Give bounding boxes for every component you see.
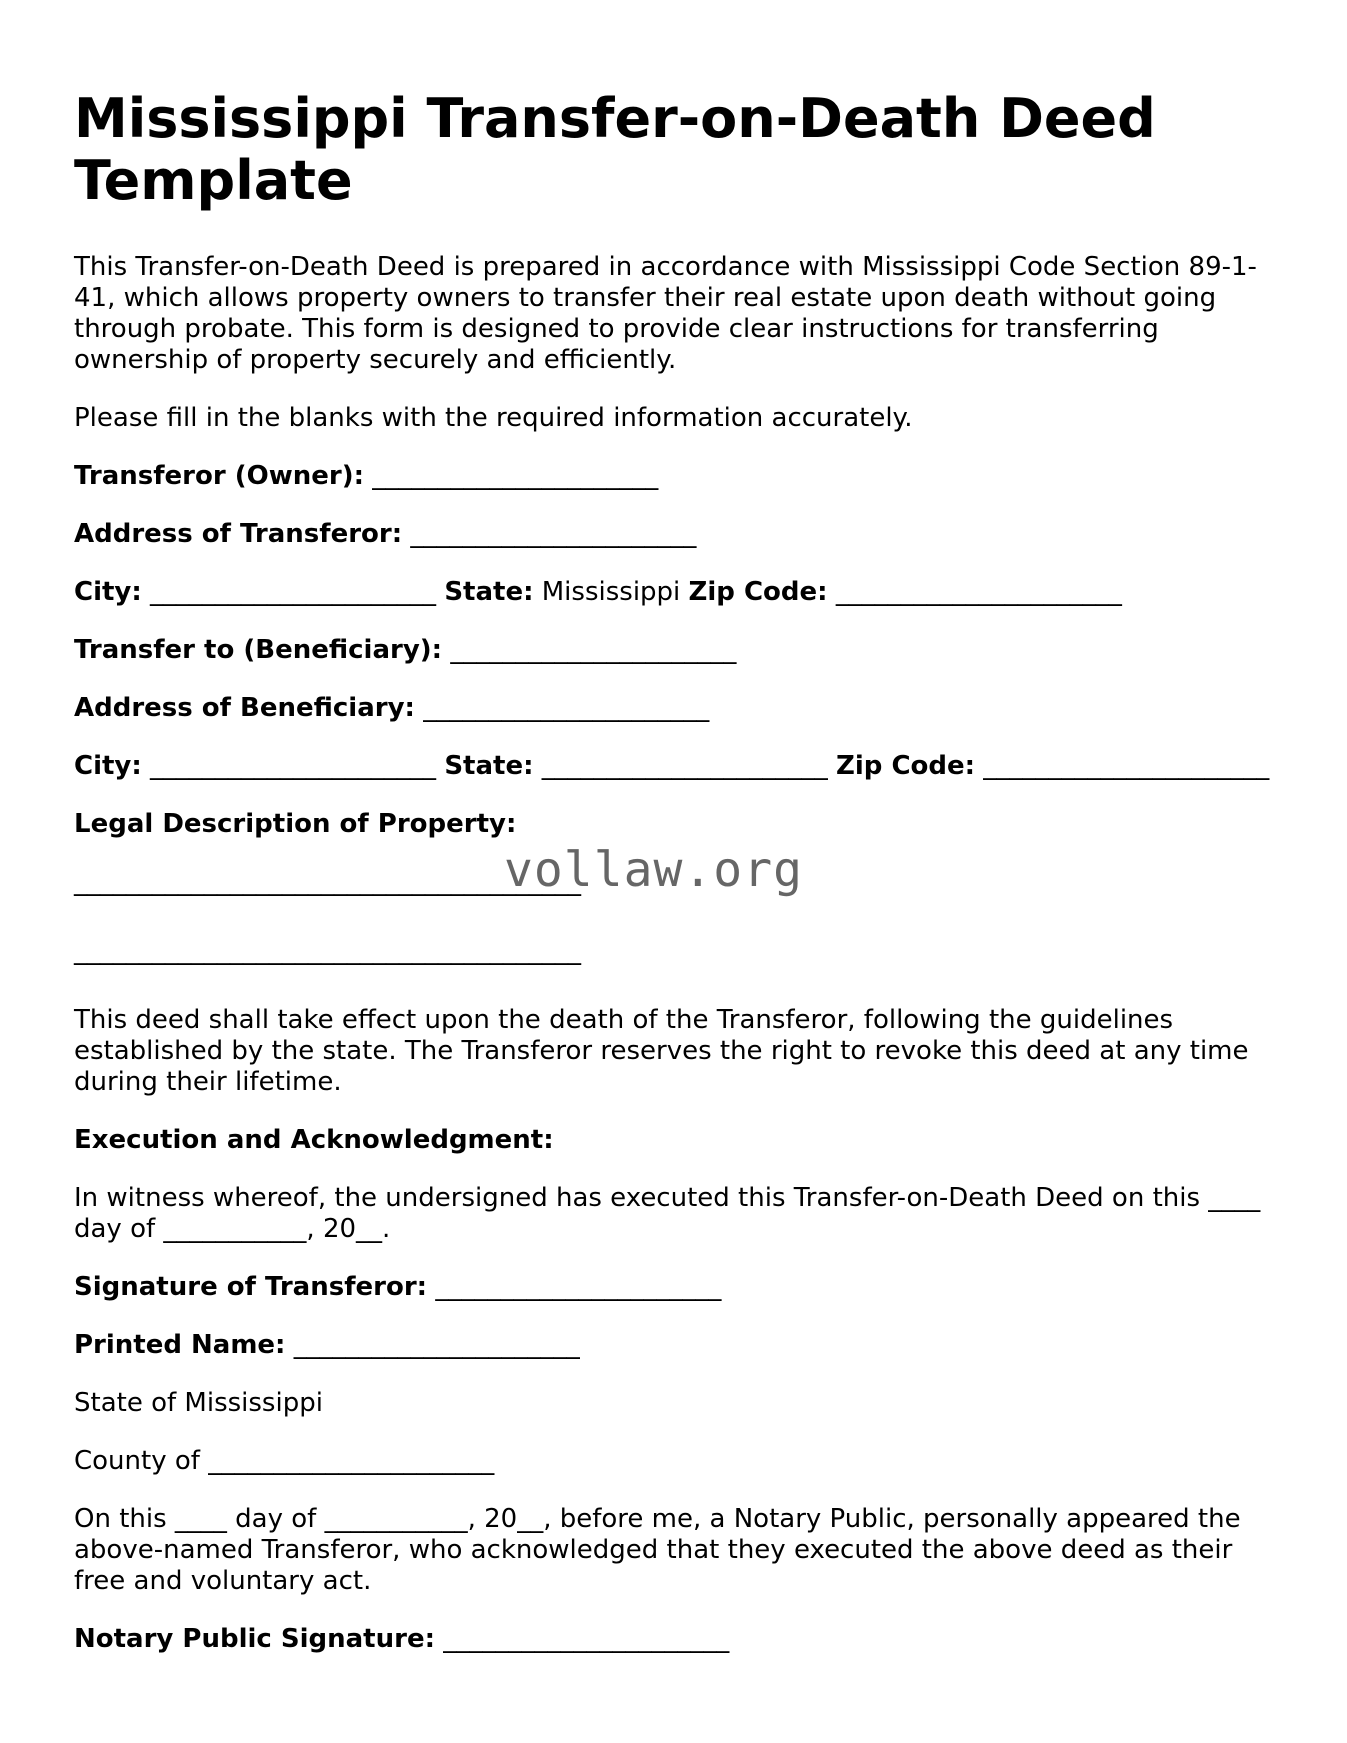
execution-heading-line: [74, 1125, 1274, 1156]
beneficiary-city-label: City:: [74, 751, 142, 781]
transferor-city-blank: ______________________: [150, 577, 437, 607]
transferor-zip-blank: ______________________: [835, 577, 1122, 607]
transferor-zip-label: Zip Code:: [688, 577, 828, 607]
transferor-state-label: State:: [444, 577, 534, 607]
transferor-address-blank: ______________________: [410, 519, 697, 549]
effect-paragraph: This deed shall take effect upon the death of the Transferor, following the guidelines established by the state. The Transferor reserves the right to revoke this deed at any time during their lifetime.: [74, 1005, 1249, 1097]
watermark: vollaw.org: [504, 842, 803, 898]
signature-line: [74, 1272, 1274, 1303]
legal-description-line: [74, 809, 1274, 840]
execution-heading: Execution and Acknowledgment:: [74, 1125, 554, 1155]
state-of-text: State of Mississippi: [74, 1388, 323, 1418]
beneficiary-name-label: Transfer to (Beneficiary):: [74, 635, 443, 665]
witness-paragraph: In witness whereof, the undersigned has executed this Transfer-on-Death Deed on this ____ day of ___________, 20__.: [74, 1183, 1261, 1244]
county-blank: ______________________: [208, 1446, 495, 1476]
beneficiary-zip-blank: ______________________: [983, 751, 1270, 781]
beneficiary-address-blank: ______________________: [423, 693, 710, 723]
notary-paragraph: On this ____ day of ___________, 20__, before me, a Notary Public, personally appeared the above-named Transferor, who acknowledged that they executed the above deed as their free and voluntary act.: [74, 1504, 1241, 1596]
beneficiary-state-blank: ______________________: [541, 751, 828, 781]
beneficiary-address-line: [74, 693, 1274, 724]
printed-name-label: Printed Name:: [74, 1330, 286, 1360]
beneficiary-address-label: Address of Beneficiary:: [74, 693, 415, 723]
transferor-owner-line: [74, 461, 1274, 492]
beneficiary-city-line: [74, 751, 1274, 782]
notary-signature-label: Notary Public Signature:: [74, 1624, 435, 1654]
transferor-owner-label: Transferor (Owner):: [74, 461, 364, 491]
legal-description-blank-1: _______________________________________: [74, 867, 581, 897]
notary-signature-line: [74, 1624, 1274, 1655]
printed-name-blank: ______________________: [293, 1330, 580, 1360]
beneficiary-name-blank: ______________________: [450, 635, 737, 665]
notary-signature-blank: ______________________: [443, 1624, 730, 1654]
signature-label: Signature of Transferor:: [74, 1272, 428, 1302]
county-label: County of: [74, 1446, 200, 1476]
beneficiary-state-label: State:: [444, 751, 534, 781]
printed-name-line: [74, 1330, 1274, 1361]
legal-description-blank-2: _______________________________________: [74, 936, 581, 966]
transferor-owner-blank: ______________________: [372, 461, 659, 491]
beneficiary-city-blank: ______________________: [150, 751, 437, 781]
intro-paragraph: This Transfer-on-Death Deed is prepared in accordance with Mississippi Code Section 89-1-41, which allows property owners to transfer their real estate upon death without going through probate. This form is designed to provide clear instructions for transferring ownership of property securely and efficiently.: [74, 252, 1257, 375]
county-line: [74, 1446, 1274, 1477]
transferor-state-value: Mississippi: [541, 577, 681, 607]
beneficiary-zip-label: Zip Code:: [836, 751, 976, 781]
transferor-address-line: [74, 519, 1274, 550]
transferor-city-line: [74, 577, 1274, 608]
beneficiary-name-line: [74, 635, 1274, 666]
legal-description-label: Legal Description of Property:: [74, 809, 517, 839]
transferor-address-label: Address of Transferor:: [74, 519, 403, 549]
page-title: Mississippi Transfer-on-Death Deed Template: [74, 87, 1156, 212]
instruction-text: Please fill in the blanks with the required information accurately.: [74, 403, 913, 433]
signature-blank: ______________________: [435, 1272, 722, 1302]
transferor-city-label: City:: [74, 577, 142, 607]
